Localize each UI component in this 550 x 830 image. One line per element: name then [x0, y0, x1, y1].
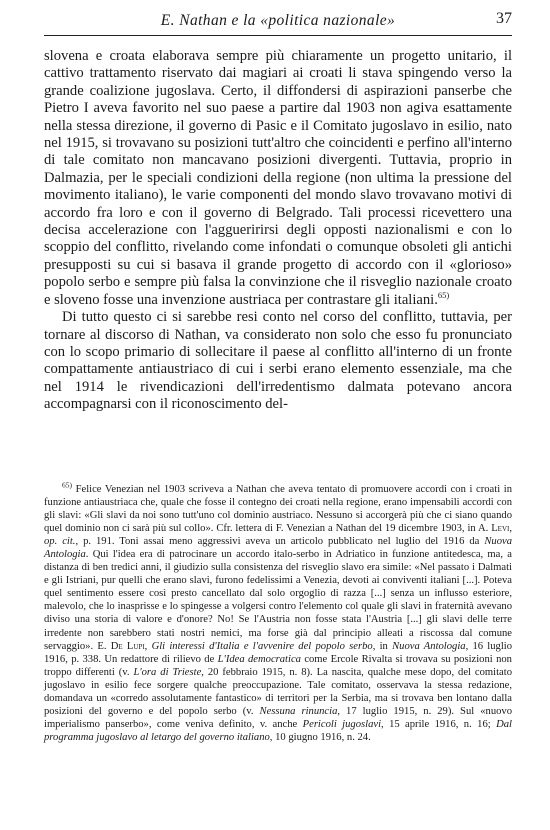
journal-title: L'ora di Trieste: [133, 666, 202, 678]
author-name: Levi: [491, 523, 510, 535]
footnote-text: Felice Venezian nel 1903 scriveva a Nathan che aveva tentato di promuovere accordi con i croati in funzione antiaustriaca che, quale che fosse il contegno dei croati nella regione, erano impensabili accordi con gli slavi: «Gli slavi da noi sono tutt'uno col dominio austriaco. Nessuno si accorgerà più che ci siano quando quel dominio non ci sarà più sul collo». Cfr. lettera di F. Venezian a Nathan del 19 dicembre 1903, in A.: [44, 484, 512, 535]
journal-title: Nuova Antologia: [44, 536, 512, 561]
journal-title: Nuova Antologia: [392, 640, 466, 652]
journal-title: L'Idea democratica: [217, 653, 301, 665]
header-rule: [44, 35, 512, 36]
footnote-text: , 20 febbraio 1915, n. 8). La nascita, qualche mese dopo, del comitato jugoslavo in esilio fece sorgere qualche preoccupazione. Tale comitato, osservava la stessa redazione, domandava un «corredo assolutamente fantastico» di territori per la Serbia, ma si trovava ben lontano dalla posizioni del governo e del popolo serbo (v.: [44, 666, 512, 717]
footnote-text: . Qui l'idea era di patrocinare un accordo italo-serbo in Adriatico in funzione antitedesca, ma, a distanza di ben tredici anni, il giudizio sulla consistenza del risveglio slavo era simile: «Nel passato i Dalmati e gli Istriani, pur quelli che erano slavi, furono fedelissimi a Venezia, devoti ai conviventi italiani [...]. Poteva quel sentimento essere così presto cancellato dal solo orgoglio di razza [...] senza un influsso esteriore, malevolo, che lo inasprisse e lo spingesse a volgersi contro l'elemento col quale gli slavi in fraternità avevano diviso una storia di valore e d'onore? No! Se l'Austria non fosse stata l'Austria [...] gli slavi delle terre irredente non sarebbero stati nostri nemici, ma forse già dal principio alleati a riscossa dal comune servaggio». E.: [44, 549, 512, 652]
article-title: Pericoli jugoslavi: [302, 718, 382, 730]
page-number: 37: [496, 10, 512, 27]
article-title: Dal programma jugoslavo al letargo del governo italiano: [44, 718, 512, 743]
author-name: De Lupi: [110, 640, 145, 652]
footnote-section: [44, 480, 513, 744]
footnote-reference: 65): [437, 289, 450, 300]
paragraph-text: Di tutto questo ci si sarebbe resi conto nel corso del conflitto, tuttavia, per tornare al discorso di Nathan, va considerato non solo che esso fu pronunciato con lo scopo primario di sollecitare il paese al conflitto all'interno di un fronte compattamente antiaustriaco di cui i serbi erano elemento essenziale, ma che nel 1914 le rivendicazioni dell'irredentismo dalmata potevano ancora accompagnarsi con il riconoscimento del-: [44, 309, 512, 413]
article-title: Gli interessi d'Italia e l'avvenire del popolo serbo: [151, 640, 373, 652]
footnote-text: ,: [509, 523, 512, 535]
body-paragraph: [44, 309, 512, 413]
article-title: Nessuna rinuncia: [259, 705, 338, 717]
footnote-text: , 16 luglio 1916, p. 338. Un redattore di rilievo de: [44, 640, 513, 665]
paragraph-text: slovena e croata elaborava sempre più chiaramente un progetto unitario, il cattivo trattamento riservato dai magiari ai croati li stava spingendo verso la grande coalizione jugoslava. Certo, il diffondersi di aspirazioni panserbe che Pietro I aveva favorito nel suo paese a partire dal 1903 non agiva esattamente nella stessa direzione, il governo di Pasic e il Comitato jugoslavo in esilio, nato nel 1915, si trovavano su posizioni tutt'altro che coincidenti e perfino all'interno di tale comitato non mancavano posizioni divergenti. Tuttavia, proprio in Dalmazia, per le speciali condizioni della regione (non ultima la pressione del movimento italiano), le varie componenti del mondo slavo trovavano motivi di accordo fra loro e con il governo di Belgrado. Tali processi ricevettero una decisa accelerazione con l'aggueririrsi degli opposti nazionalismi e con lo scoppio del conflitto, rivelando come infondati o comunque obsoleti gli antichi presupposti su cui si basava il grande progetto di accordo con il «glorioso» popolo serbo e sempre più falsa la convinzione che il risveglio nazionale croato e sloveno fosse una invenzione austriaca per contrastare gli italiani.: [44, 48, 512, 308]
body-paragraph: [44, 48, 512, 309]
footnote-text: , 17 luglio 1915, n. 29). Sul «nuovo imperialismo panserbo», come veniva definito, v. anche: [44, 705, 513, 730]
main-text: [44, 48, 512, 414]
footnote-text: , in: [372, 640, 388, 652]
footnote: [44, 480, 513, 744]
citation-abbrev: op. cit.: [44, 536, 76, 548]
footnote-text: come Ercole Rivalta si trovava su posizioni non troppo differenti (v.: [44, 653, 512, 678]
page-header: [44, 10, 512, 32]
footnote-text: , 15 aprile 1916, n. 16;: [381, 718, 491, 730]
footnote-number: 65): [62, 480, 72, 490]
footnote-text: , 10 giugno 1916, n. 24.: [269, 731, 371, 743]
running-title: E. Nathan e la «politica nazionale»: [160, 12, 396, 29]
footnote-text: ,: [144, 640, 148, 652]
footnote-text: , p. 191. Toni assai meno aggressivi aveva un articolo pubblicato nel luglio del 1916 da: [75, 536, 480, 548]
